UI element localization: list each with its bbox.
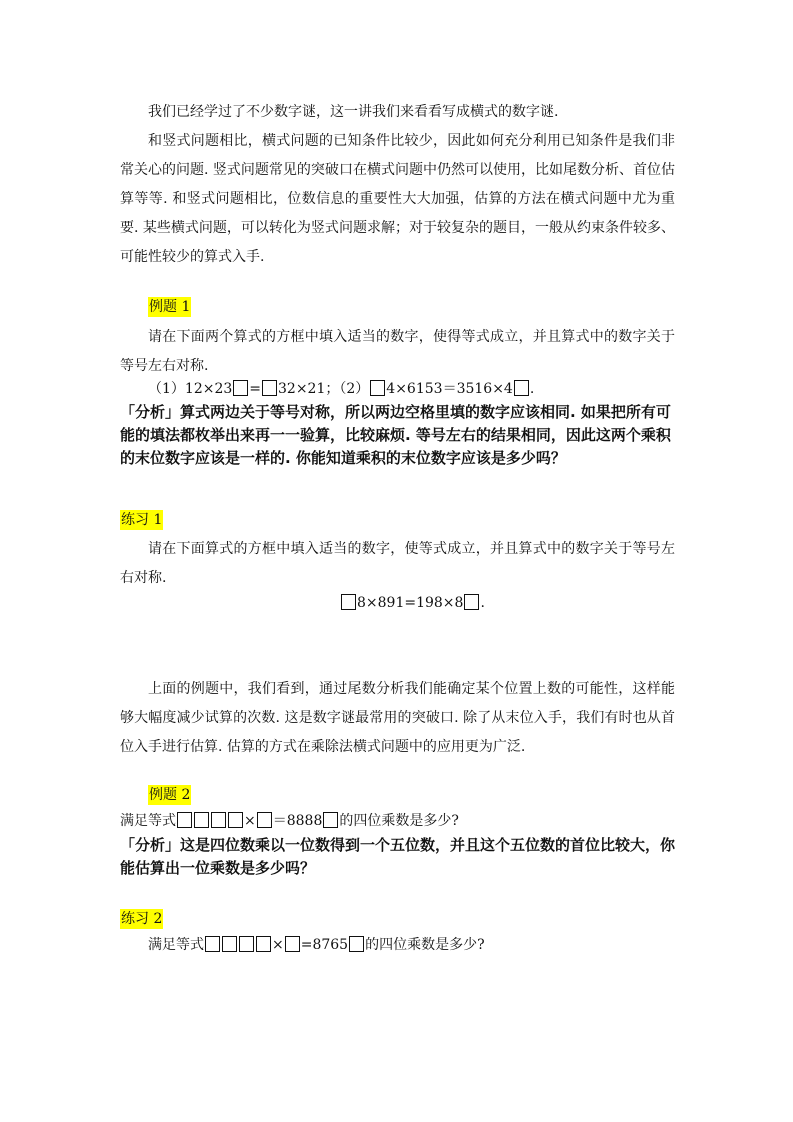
blank-box[interactable]	[262, 380, 277, 396]
blank-box[interactable]	[341, 594, 356, 610]
practice-1-equation: 8×891=198×8 .	[340, 592, 485, 614]
middle-paragraph: 上面的例题中，我们看到，通过尾数分析我们能确定某个位置上数的可能性，这样能够大幅度减少试算的次数. 这是数字谜最常用的突破口. 除了从末位入手，我们有时也从首位入手进行估算. 估算的方式在乘除法横式问题中的应用更为广泛.	[120, 681, 675, 755]
practice-2-text: 满足等式 × =8765 的四位乘数是多少?	[148, 937, 485, 953]
blank-box[interactable]	[285, 936, 300, 952]
blank-box[interactable]	[233, 380, 248, 396]
example-1-equations: （1）12×23 = 32×21；（2） 4×6153＝3516×4 .	[148, 381, 535, 397]
practice-1-label: 练习 1	[121, 512, 163, 528]
blank-box[interactable]	[211, 812, 226, 828]
blank-box[interactable]	[205, 936, 220, 952]
example-2-analysis: 「分析」这是四位数乘以一位数得到一个五位数，并且这个五位数的首位比较大，你能估算出一位乘数是多少吗？	[120, 836, 676, 877]
practice-1-text: 请在下面算式的方框中填入适当的数字，使等式成立，并且算式中的数字关于等号左右对称.	[120, 541, 675, 586]
blank-box[interactable]	[177, 812, 192, 828]
intro-paragraph-2: 和竖式问题相比，横式问题的已知条件比较少，因此如何充分利用已知条件是我们非常关心的问题. 竖式问题常见的突破口在横式问题中仍然可以使用，比如尾数分析、首位估算等等. 和竖式问题相比，位数信息的重要性大大加强，估算的方法在横式问题中尤为重要. 某些横式问题，可以转化为竖式问题求解；对于较复杂的题目，一般从约束条件较多、可能性较少的算式入手.	[120, 133, 675, 265]
blank-box[interactable]	[464, 594, 479, 610]
example-2-text: 满足等式 × ＝8888 的四位乘数是多少?	[120, 813, 459, 829]
blank-box[interactable]	[194, 812, 209, 828]
blank-box[interactable]	[514, 380, 529, 396]
blank-box[interactable]	[257, 812, 272, 828]
blank-box[interactable]	[222, 936, 237, 952]
blank-box[interactable]	[349, 936, 364, 952]
blank-box[interactable]	[228, 812, 243, 828]
example-1-label: 例题 1	[149, 299, 191, 315]
example-2-heading	[148, 784, 191, 806]
intro-paragraph-1: 我们已经学过了不少数字谜，这一讲我们来看看写成横式的数字谜.	[148, 104, 559, 120]
blank-box[interactable]	[256, 936, 271, 952]
example-1-heading	[148, 296, 191, 318]
practice-1-heading	[120, 509, 163, 531]
practice-2-heading	[120, 908, 163, 930]
practice-2-label: 练习 2	[121, 911, 163, 927]
blank-box[interactable]	[370, 380, 385, 396]
blank-box[interactable]	[239, 936, 254, 952]
example-1-text: 请在下面两个算式的方框中填入适当的数字，使得等式成立，并且算式中的数字关于等号左右对称.	[120, 329, 675, 374]
example-1-analysis: 「分析」算式两边关于等号对称，所以两边空格里填的数字应该相同. 如果把所有可能的填法都枚举出来再一一验算，比较麻烦. 等号左右的结果相同，因此这两个乘积的末位数字应该是一样的. 你能知道乘积的末位数字应该是多少吗？	[120, 403, 671, 467]
example-2-label: 例题 2	[149, 787, 191, 803]
blank-box[interactable]	[323, 812, 338, 828]
